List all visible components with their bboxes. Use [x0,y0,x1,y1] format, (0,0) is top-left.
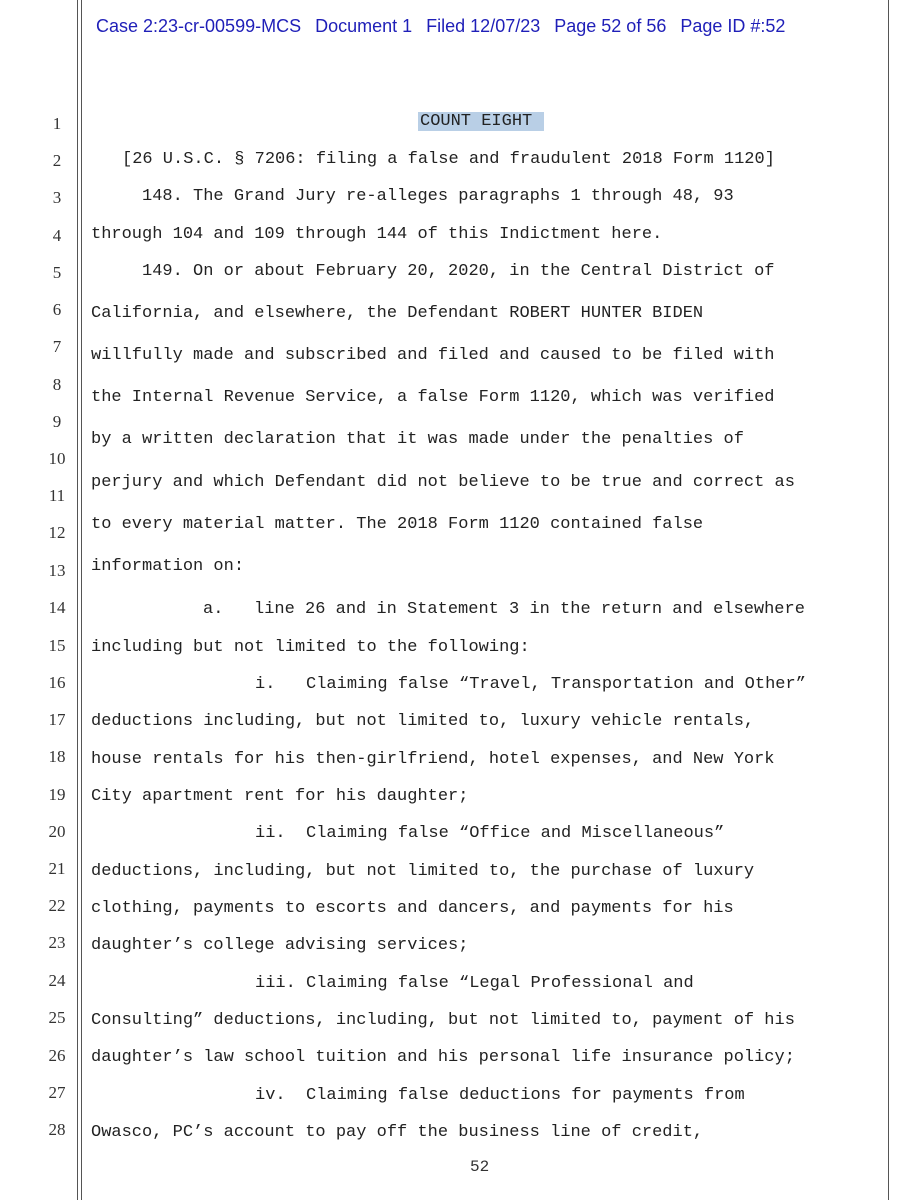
paragraph-149-line: perjury and which Defendant did not believe to be true and correct as [91,473,795,492]
right-margin-rule [888,0,889,1200]
line-number: 26 [48,1046,66,1065]
line-number: 15 [48,636,66,655]
paragraph-149-line: California, and elsewhere, the Defendant ROBERT HUNTER BIDEN [91,304,704,323]
item-iii-line: iii. Claiming false “Legal Professional and [255,974,694,993]
line-number: 17 [48,710,66,729]
line-number: 7 [52,337,62,356]
line-number: 24 [48,971,66,990]
line-number: 11 [48,486,66,505]
item-iv-line: iv. Claiming false deductions for payments from [255,1086,745,1105]
line-number: 27 [48,1083,66,1102]
left-margin-rule-outer [77,0,78,1200]
line-number: 14 [48,598,66,617]
paragraph-149-line: the Internal Revenue Service, a false Form 1120, which was verified [91,388,775,407]
line-number: 3 [52,188,62,207]
item-ii-line: clothing, payments to escorts and dancers, and payments for his [91,899,734,918]
line-number: 8 [52,375,62,394]
left-margin-rule-inner [81,0,82,1200]
line-number: 12 [48,523,66,542]
item-a-line: including but not limited to the following: [91,638,530,657]
paragraph-149-line: willfully made and subscribed and filed and caused to be filed with [91,346,775,365]
page-count: Page 52 of 56 [554,16,667,36]
line-number: 22 [48,896,66,915]
page-id: Page ID #:52 [680,16,786,36]
paragraph-149-line: 149. On or about February 20, 2020, in the Central District of [142,262,775,281]
item-ii-line: deductions, including, but not limited to, the purchase of luxury [91,862,755,881]
case-number: Case 2:23-cr-00599-MCS [96,16,302,36]
line-number: 21 [48,859,66,878]
count-title [418,112,544,132]
line-number: 5 [52,263,62,282]
document-number: Document 1 [315,16,413,36]
line-number: 9 [52,412,62,431]
line-number: 2 [52,151,62,170]
line-number: 18 [48,747,66,766]
line-number: 10 [48,449,66,468]
line-number: 20 [48,822,66,841]
item-iv-line: Owasco, PC’s account to pay off the business line of credit, [91,1123,704,1142]
line-number: 16 [48,673,66,692]
line-number: 6 [52,300,62,319]
case-header [96,16,799,37]
item-i-line: i. Claiming false “Travel, Transportation and Other” [255,675,806,694]
paragraph-149-line: to every material matter. The 2018 Form 1120 contained false [91,515,704,534]
count-subtitle: [26 U.S.C. § 7206: filing a false and fraudulent 2018 Form 1120] [122,150,775,169]
line-number: 13 [48,561,66,580]
item-i-line: City apartment rent for his daughter; [91,787,469,806]
filed-date: Filed 12/07/23 [426,16,541,36]
item-ii-line: ii. Claiming false “Office and Miscellaneous” [255,824,725,843]
paragraph-148-line: through 104 and 109 through 144 of this Indictment here. [91,225,663,244]
paragraph-149-line: by a written declaration that it was made under the penalties of [91,430,744,449]
count-title-text: COUNT EIGHT [418,112,544,131]
paragraph-148-line: 148. The Grand Jury re-alleges paragraphs 1 through 48, 93 [142,187,734,206]
line-number: 25 [48,1008,66,1027]
page-number: 52 [470,1158,490,1176]
item-ii-line: daughter’s college advising services; [91,936,469,955]
line-number: 19 [48,785,66,804]
paragraph-149-line: information on: [91,557,245,576]
line-number: 1 [52,114,62,133]
item-i-line: house rentals for his then-girlfriend, hotel expenses, and New York [91,750,775,769]
line-number: 4 [52,226,62,245]
item-iii-line: daughter’s law school tuition and his personal life insurance policy; [91,1048,795,1067]
item-i-line: deductions including, but not limited to, luxury vehicle rentals, [91,712,755,731]
item-iii-line: Consulting” deductions, including, but not limited to, payment of his [91,1011,795,1030]
line-number: 23 [48,933,66,952]
line-number: 28 [48,1120,66,1139]
item-a-line: a. line 26 and in Statement 3 in the return and elsewhere [203,600,805,619]
